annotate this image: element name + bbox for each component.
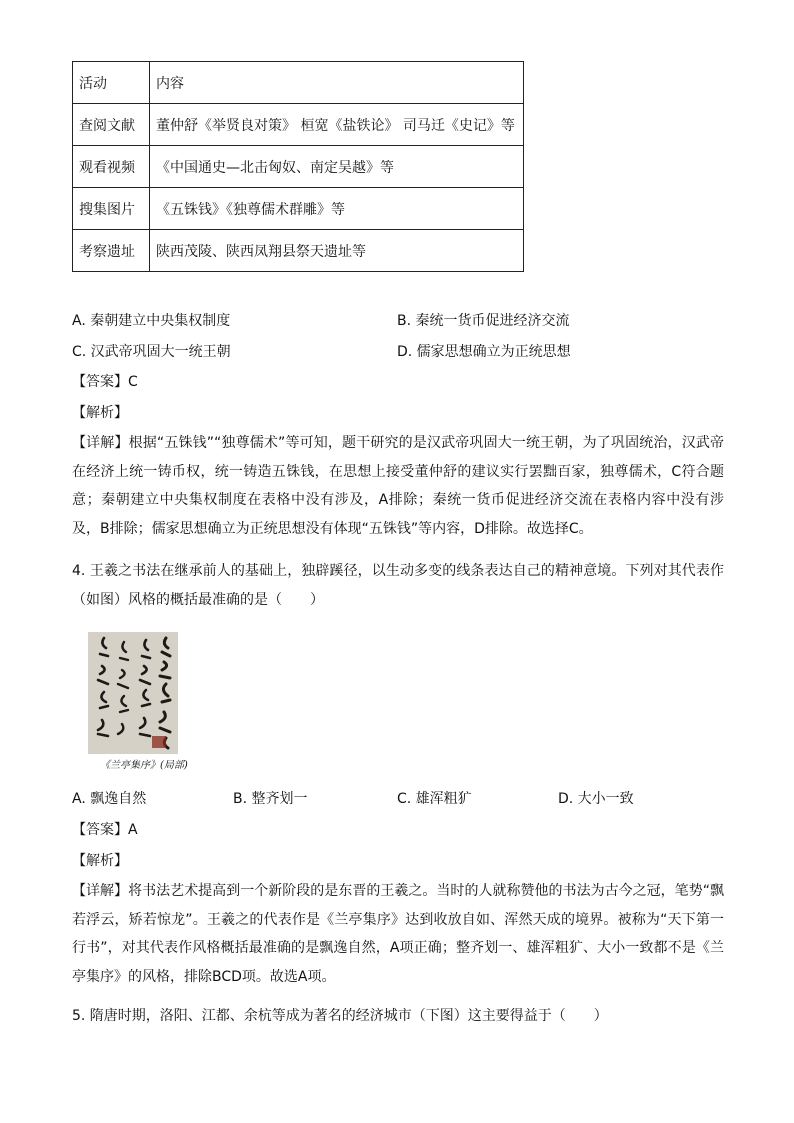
table-row <box>73 230 524 272</box>
table-cell: 《五铢钱》《独尊儒术群雕》等 <box>150 188 524 230</box>
q4-option-b: B. 整齐划一 <box>233 791 308 807</box>
figure-caption: 《兰亭集序》(局部) <box>100 760 188 771</box>
q4-answer: 【答案】A <box>72 822 138 838</box>
q3-option-d: D. 儒家思想确立为正统思想 <box>397 344 571 360</box>
q4-option-c: C. 雄浑粗犷 <box>397 791 472 807</box>
table-cell: 观看视频 <box>73 146 150 188</box>
q3-option-c: C. 汉武帝巩固大一统王朝 <box>72 344 231 360</box>
q4-option-d: D. 大小一致 <box>558 791 634 807</box>
table-cell: 考察遗址 <box>73 230 150 272</box>
q3-option-b: B. 秦统一货币促进经济交流 <box>397 313 570 329</box>
q4-analysis-label: 【解析】 <box>72 853 128 869</box>
table-header-cell: 活动 <box>73 62 150 104</box>
q3-detail: 【详解】根据“五铢钱”“独尊儒术”等可知，题干研究的是汉武帝巩固大一统王朝，为了巩固统治，汉武帝在经济上统一铸币权，统一铸造五铢钱，在思想上接受董仲舒的建议实行罢黜百家，独尊儒术，C符合题意；秦朝建立中央集权制度在表格中没有涉及，A排除；秦统一货币促进经济交流在表格内容中没有涉及，B排除；儒家思想确立为正统思想没有体现“五铢钱”等内容，D排除。故选择C。 <box>72 435 724 537</box>
q3-answer: 【答案】C <box>72 374 138 390</box>
q4-detail: 【详解】将书法艺术提高到一个新阶段的是东晋的王羲之。当时的人就称赞他的书法为古今之冠，笔势“飘若浮云，矫若惊龙”。王羲之的代表作是《兰亭集序》达到收放自如、浑然天成的境界。被称为“天下第一行书”，对其代表作风格概括最准确的是飘逸自然，A项正确；整齐划一、雄浑粗犷、大小一致都不是《兰亭集序》的风格，排除BCD项。故选A项。 <box>72 883 724 985</box>
lanting-calligraphy-image <box>88 632 178 754</box>
q4-option-a: A. 飘逸自然 <box>72 791 147 807</box>
q3-option-a: A. 秦朝建立中央集权制度 <box>72 313 231 329</box>
q5-stem: 5. 隋唐时期，洛阳、江都、余杭等成为著名的经济城市（下图）这主要得益于（ ） <box>72 1008 608 1024</box>
table-header-cell: 内容 <box>150 62 524 104</box>
table-cell: 董仲舒《举贤良对策》 桓宽《盐铁论》 司马迁《史记》等 <box>150 104 524 146</box>
q4-stem: 4. 王羲之书法在继承前人的基础上，独辟蹊径，以生动多变的线条表达自己的精神意境。下列对其代表作（如图）风格的概括最准确的是（ ） <box>72 563 724 608</box>
table-row <box>73 146 524 188</box>
table-cell: 《中国通史—北击匈奴、南定吴越》等 <box>150 146 524 188</box>
table-cell: 查阅文献 <box>73 104 150 146</box>
table-header-row <box>73 62 524 104</box>
q3-analysis-label: 【解析】 <box>72 405 128 421</box>
table-cell: 搜集图片 <box>73 188 150 230</box>
table-row <box>73 188 524 230</box>
table-row <box>73 104 524 146</box>
activity-table <box>72 61 524 272</box>
table-cell: 陕西茂陵、陕西凤翔县祭天遗址等 <box>150 230 524 272</box>
